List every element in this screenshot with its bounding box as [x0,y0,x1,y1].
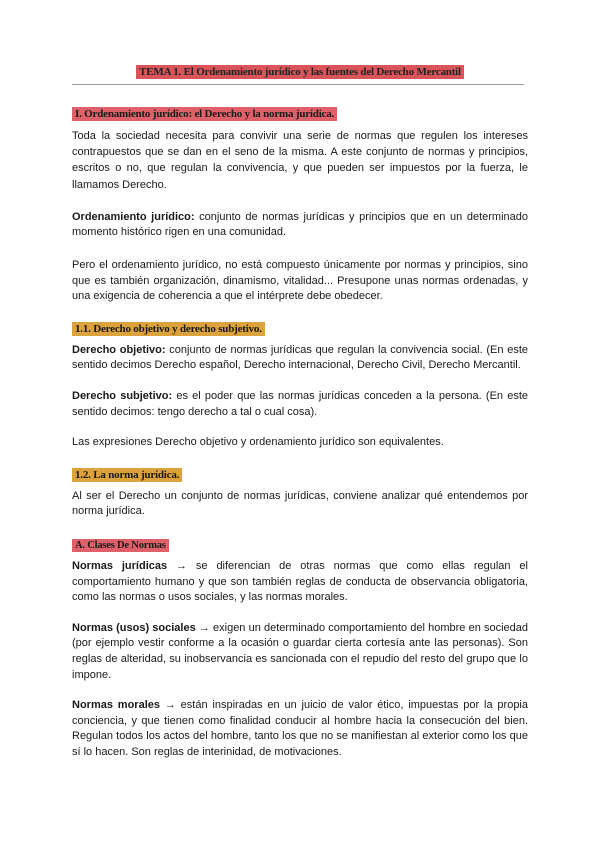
paragraph-normas-sociales [72,621,528,683]
paragraph-normas-morales [72,698,528,760]
text-normas-morales: → están inspiradas en un juicio de valor ético, impuestas por la propia conciencia, y que tienen como finalidad conducir al hombre hacia la consecución del bien. Regulan todos los actos del hombre, tanto los que no se manifiestan al exterior como los que sí lo hacen. Son reglas de interinidad, de motivaciones. [72,699,528,758]
paragraph-organizacion: Pero el ordenamiento jurídico, no está compuesto únicamente por normas y principios, sino que es también organización, dinamismo, vitalidad... Presupone unas normas ordenadas, y una exigencia de coherencia a que el intérprete debe obedecer. [72,259,528,303]
term-normas-juridicas: Normas jurídicas [72,559,168,572]
paragraph-derecho-objetivo [72,343,528,374]
term-derecho-subjetivo: Derecho subjetivo: [72,389,173,402]
section-heading-ordenamiento: I. Ordenamiento jurídico: el Derecho y la norma jurídica. [72,107,337,121]
text-derecho-objetivo: conjunto de normas jurídicas que regulan la convivencia social. (En este sentido decimos Derecho español, Derecho internacional, Derecho Civil, Derecho Mercantil. [72,343,528,372]
paragraph-normas-juridicas [72,559,528,606]
section-heading-derecho-objetivo-subjetivo: 1.1. Derecho objetivo y derecho subjetivo. [72,322,265,336]
term-normas-sociales: Normas (usos) sociales [72,621,196,634]
paragraph-sociedad: Toda la sociedad necesita para convivir una serie de normas que regulen los intereses contrapuestos que se dan en el seno de la misma. A este conjunto de normas y principios, escritos o no, que regulan la convivencia, y que pueden ser impuestos por la fuerza, le llamamos Derecho. [72,130,528,191]
term-normas-morales: Normas morales [72,699,160,712]
text-normas-sociales: → exigen un determinado comportamiento del hombre en sociedad (por ejemplo vestir conforme a la ocasión o guardar cierta cortesía ante las personas). Son reglas de alteridad, su inobservancia es sancionada con el repudio del resto del grupo que lo impone. [72,621,529,681]
title-wrap [0,62,600,80]
section-heading-norma-juridica: 1.2. La norma jurídica. [72,468,182,482]
paragraph-norma-juridica: Al ser el Derecho un conjunto de normas jurídicas, conviene analizar qué entendemos por norma jurídica. [72,489,528,518]
section-heading-clases-normas: A. Clases De Normas [72,539,169,552]
paragraph-ordenamiento-def [72,210,528,241]
paragraph-expresiones: Las expresiones Derecho objetivo y ordenamiento jurídico son equivalentes. [72,436,444,449]
title-divider [72,84,524,85]
term-ordenamiento: Ordenamiento jurídico: [72,210,195,223]
document-title: TEMA 1. El Ordenamiento jurídico y las fuentes del Derecho Mercantil [136,65,464,79]
text-derecho-subjetivo: es el poder que las normas jurídicas conceden a la persona. (En este sentido decimos: tengo derecho a tal o cual cosa). [72,389,528,418]
term-derecho-objetivo: Derecho objetivo: [72,343,166,356]
document-body [72,104,528,760]
paragraph-derecho-subjetivo [72,389,528,420]
text-ordenamiento: conjunto de normas jurídicas y principios que en un determinado momento histórico rigen en una comunidad. [72,210,528,239]
text-normas-juridicas: → se diferencian de otras normas que como ellas regulan el comportamiento humano y que son también reglas de conducta de observancia obligatoria, como las normas o usos sociales, y las normas morales. [72,559,528,604]
